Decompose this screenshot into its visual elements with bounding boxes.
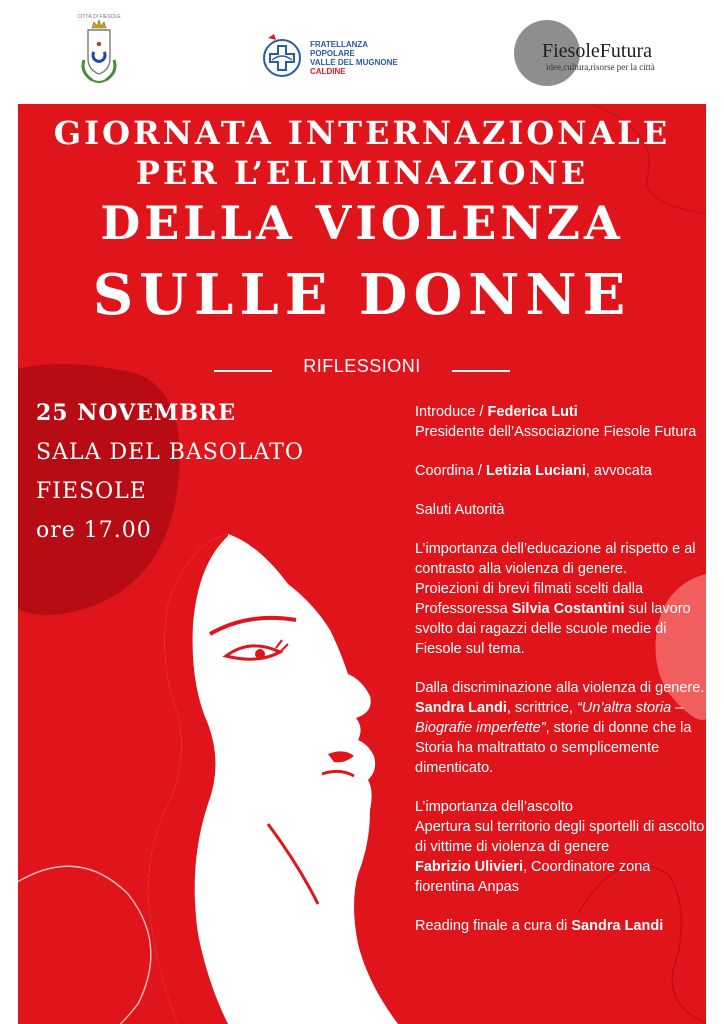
fp-line2: POPOLARE <box>310 49 355 58</box>
program-intro <box>415 402 705 442</box>
header <box>0 0 724 100</box>
intro-prefix: Introduce / <box>415 404 488 420</box>
event-time: ore 17.00 <box>36 518 152 543</box>
ff-tagline: idee,cultura,risorse per la città <box>546 62 655 72</box>
event-venue: SALA DEL BASOLATO <box>36 440 304 465</box>
final-name: Sandra Landi <box>571 918 664 934</box>
subtitle: RIFLESSIONI <box>303 356 421 376</box>
s1-text-a: Proiezioni di brevi filmati scelti dalla Professoressa <box>415 581 644 617</box>
program-final <box>415 916 705 936</box>
s2-text: , storie di donne che la Storia ha maltrattato o semplicemente dimenticato. <box>415 720 692 776</box>
intro-role: Presidente dell’Associazione Fiesole Futura <box>415 424 697 440</box>
s2-title: Dalla discriminazione alla violenza di genere. <box>415 680 705 696</box>
fp-line1: FRATELLANZA <box>310 40 369 49</box>
s1-name: Silvia Costantini <box>511 601 625 617</box>
program-coord <box>415 461 705 481</box>
poster <box>18 104 706 1024</box>
title-line-1: GIORNATA INTERNAZIONALE <box>53 114 671 152</box>
event-city: FIESOLE <box>36 479 147 504</box>
intro-name: Federica Luti <box>487 404 578 420</box>
s3-text: Apertura sul territorio degli sportelli di ascolto di vittime di violenza di genere <box>415 819 705 855</box>
subtitle-right-rule <box>452 370 510 372</box>
fp-line3: VALLE DEL MUGNONE <box>310 58 398 67</box>
fp-line4: CALDINE <box>310 67 346 76</box>
event-details <box>36 400 304 557</box>
s3-title: L’importanza dell’ascolto <box>415 799 573 815</box>
s3-role: , Coordinatore zona fiorentina Anpas <box>415 859 651 895</box>
title-line-3: DELLA VIOLENZA <box>100 196 624 250</box>
coord-role: , avvocata <box>585 463 652 479</box>
s1-title: L’importanza dell’educazione al rispetto e al contrasto alla violenza di genere. <box>415 541 696 577</box>
s3-name: Fabrizio Ulivieri <box>415 859 523 875</box>
red-cross-emblem-icon <box>258 30 308 84</box>
s2-name: Sandra Landi <box>415 700 507 716</box>
fiesole-crest-logo <box>74 14 124 94</box>
title-line-2: PER L’ELIMINAZIONE <box>135 154 589 192</box>
program <box>415 402 705 955</box>
program-section-1 <box>415 539 705 659</box>
ff-name: FiesoleFutura <box>542 40 652 62</box>
final-prefix: Reading finale a cura di <box>415 918 572 934</box>
crest-shield-icon <box>74 14 124 94</box>
s1-text-b: sul lavoro svolto dai ragazzi delle scuole medie di Fiesole sul tema. <box>415 601 691 657</box>
fratellanza-popolare-logo <box>258 30 398 84</box>
crest-caption: CITTÀ DI FIESOLE <box>77 14 121 20</box>
program-section-3 <box>415 797 705 897</box>
program-section-2 <box>415 678 705 778</box>
event-date: 25 NOVEMBRE <box>36 400 236 426</box>
coord-prefix: Coordina / <box>415 463 486 479</box>
s2-role: , scrittrice, <box>506 700 577 716</box>
s2-books: “Un’altra storia – Biografie imperfette” <box>415 700 684 736</box>
coord-name: Letizia Luciani <box>485 463 586 479</box>
program-saluti: Saluti Autorità <box>415 502 505 518</box>
fiesole-futura-logo <box>512 20 712 90</box>
title-line-4: SULLE DONNE <box>92 262 632 328</box>
